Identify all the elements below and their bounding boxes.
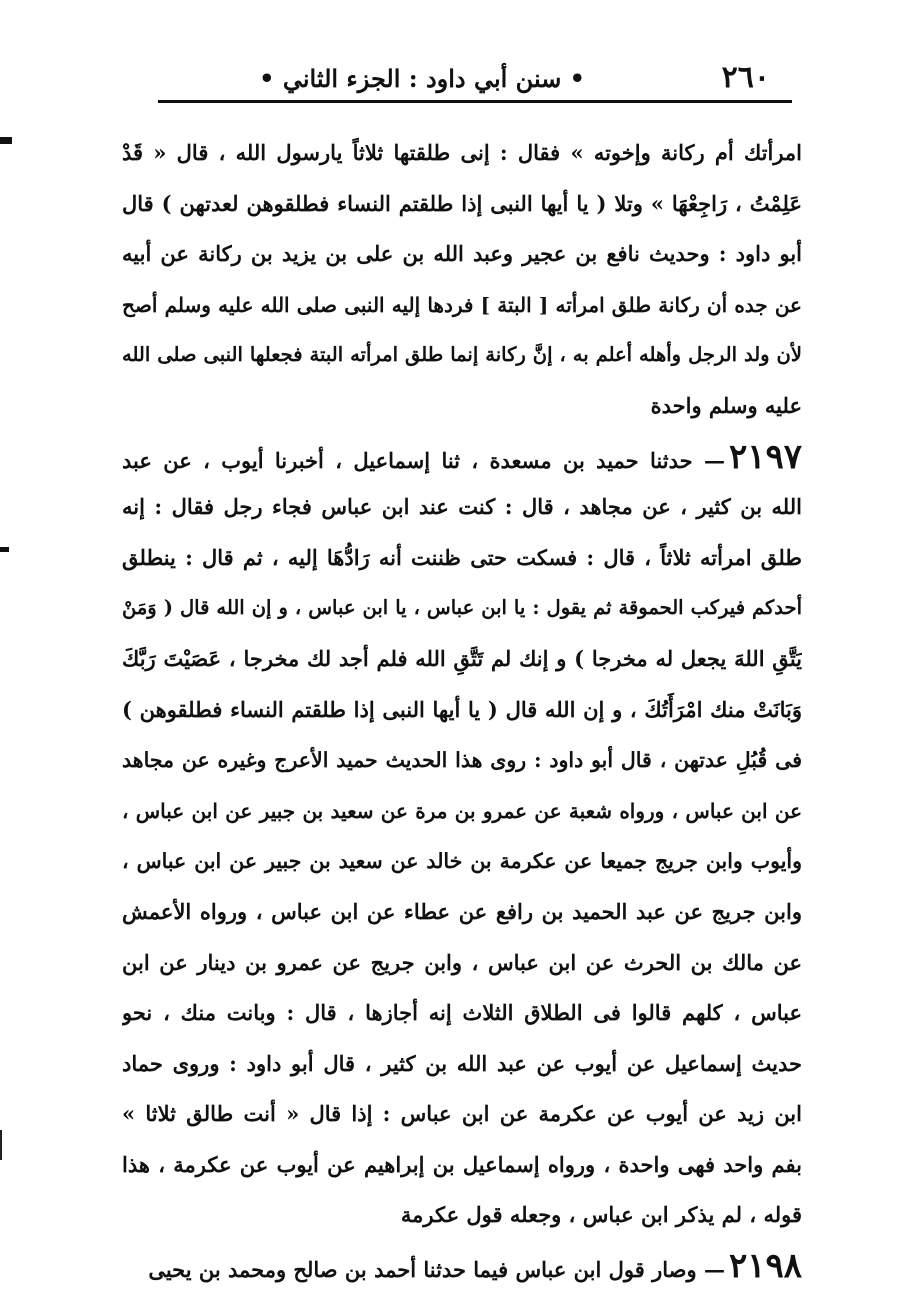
hadith-2197-first-line	[122, 432, 802, 483]
text-line: الله بن كثير ، عن مجاهد ، قال : كنت عند ابن عباس فجاء رجل فقال : إنه	[122, 494, 802, 520]
text-line: وأيوب وابن جريج جميعا عن عكرمة بن خالد عن سعيد بن جبير عن ابن عباس ،	[122, 849, 802, 874]
hadith-2198-first-line	[122, 1241, 802, 1292]
hadith-number: ٢١٩٨	[728, 1246, 802, 1287]
text-line: وَبَانَتْ منك امْرَأَتُكَ ، و إن الله قال ( يا أيها النبى إذا طلقتم النساء فطلقوهن )	[122, 696, 802, 722]
text-line: طلق امرأته ثلاثاً ، قال : فسكت حتى ظننت أنه رَادُّهَا إليه ، ثم قال : ينطلق	[122, 544, 802, 570]
hadith-number: ٢١٩٧	[728, 436, 802, 477]
margin-mark	[0, 137, 12, 144]
text-line: عن جده أن ركانة طلق امرأته [ البتة ] فردها إليه النبى صلى الله عليه وسلم أصح	[122, 292, 802, 317]
text-line: عباس ، كلهم قالوا فى الطلاق الثلاث إنه أجازها ، قال : وبانت منك ، نحو	[122, 1000, 802, 1026]
text-line: عَلِمْتُ ، رَاجِعْهَا » وتلا ( يا أيها النبى إذا طلقتم النساء فطلقوهن لعدتهن ) قال	[122, 190, 802, 216]
text-line: لأن ولد الرجل وأهله أعلم به ، إنَّ ركانة إنما طلق امرأته البتة فجعلها النبى صلى الله	[122, 343, 802, 367]
text-line: امرأتك أم ركانة وإخوته » فقال : إنى طلقتها ثلاثاً يارسول الله ، قال « قَدْ	[122, 140, 802, 165]
running-title: • سنن أبي داود : الجزء الثاني •	[259, 64, 585, 93]
text-line: عن مالك بن الحرث عن ابن عباس ، وابن جريج عن عمرو بن دينار عن ابن	[122, 949, 802, 975]
text-line: وابن جريج عن عبد الحميد بن رافع عن عطاء عن ابن عباس ، ورواه الأعمش	[122, 898, 802, 924]
body-text	[122, 128, 802, 1292]
text-line: — حدثنا حميد بن مسعدة ، ثنا إسماعيل ، أخبرنا أيوب ، عن عبد	[122, 447, 725, 473]
header-rule	[158, 100, 792, 103]
text-line: أحدكم فيركب الحموقة ثم يقول : يا ابن عباس ، يا ابن عباس ، و إن الله قال ( وَمَنْ	[122, 596, 802, 620]
text-line: عليه وسلم واحدة	[650, 392, 802, 418]
page-edge-line	[0, 1130, 2, 1160]
text-line: يَتَّقِ اللهَ يجعل له مخرجا ) و إنك لم تَتَّقِ الله فلم أجد لك مخرجا ، عَصَيْتَ رَبَّكَ	[122, 645, 802, 671]
text-line: فى قُبُلِ عدتهن ، قال أبو داود : روى هذا الحديث حميد الأعرج وغيره عن مجاهد	[122, 748, 802, 773]
text-line: عن ابن عباس ، ورواه شعبة عن عمرو بن مرة عن سعيد بن جبير عن ابن عباس ،	[122, 798, 802, 823]
text-line: بفم واحد فهى واحدة ، ورواه إسماعيل بن إبراهيم عن أيوب عن عكرمة ، هذا	[122, 1151, 802, 1177]
page-header	[160, 56, 800, 100]
text-line: ابن زيد عن أيوب عن عكرمة عن ابن عباس : إذا قال « أنت طالق ثلاثا »	[122, 1101, 802, 1127]
margin-mark	[0, 547, 9, 552]
page-number: ٢٦٠	[721, 60, 770, 95]
text-line: قوله ، لم يذكر ابن عباس ، وجعله قول عكرمة	[400, 1202, 802, 1228]
text-line: حديث إسماعيل عن أيوب عن عبد الله بن كثير ، قال أبو داود : وروى حماد	[122, 1050, 802, 1076]
text-line: — وصار قول ابن عباس فيما حدثنا أحمد بن صالح ومحمد بن يحيى	[148, 1257, 725, 1283]
text-line: أبو داود : وحديث نافع بن عجير وعبد الله بن على بن يزيد بن ركانة عن أبيه	[122, 241, 802, 267]
